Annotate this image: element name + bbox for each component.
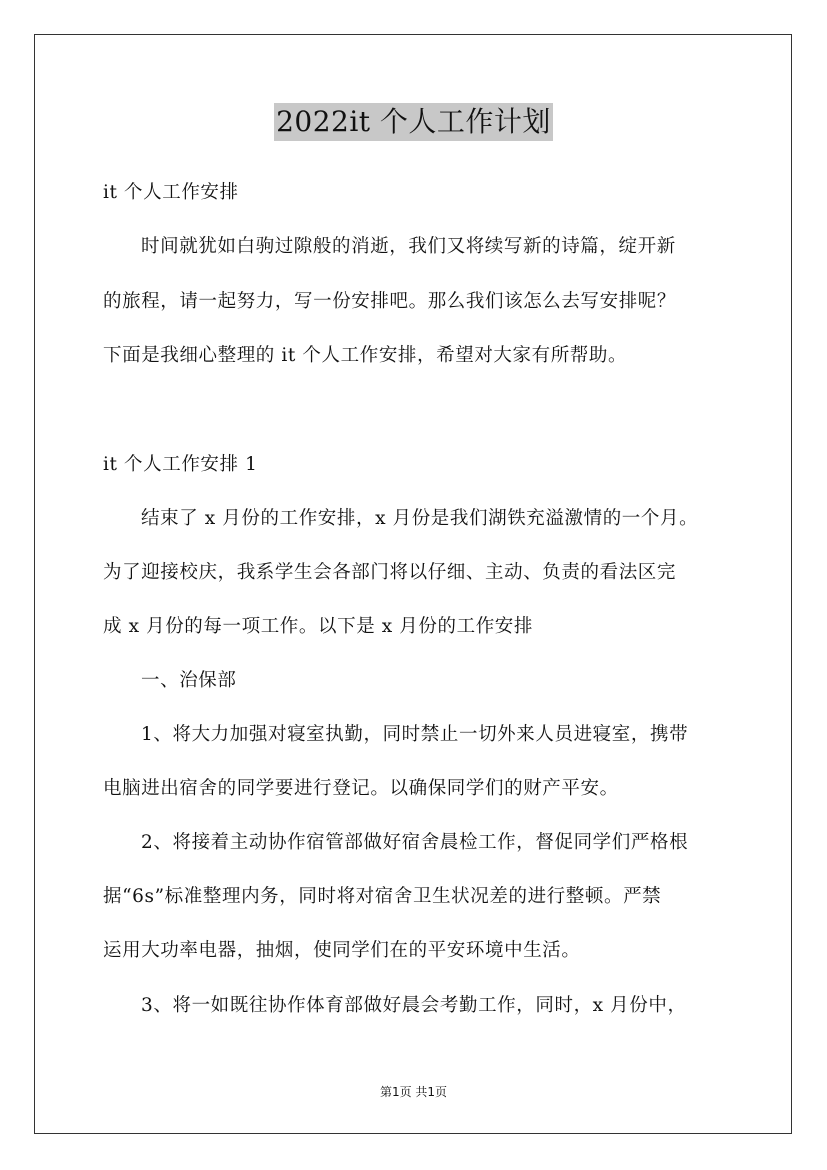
section-heading: it 个人工作安排	[103, 182, 239, 203]
page-footer: 第1页 共1页	[379, 1085, 448, 1099]
title-wrap	[0, 103, 827, 141]
paragraph-line: 下面是我细心整理的 it 个人工作安排，希望对大家有所帮助。	[103, 345, 628, 366]
paragraph-line: 3、将一如既往协作体育部做好晨会考勤工作，同时，x 月份中，	[141, 995, 687, 1016]
paragraph-line: 据“6s”标准整理内务，同时将对宿舍卫生状况差的进行整顿。严禁	[103, 886, 662, 907]
document-title: 2022it 个人工作计划	[274, 103, 553, 141]
paragraph-line: 2、将接着主动协作宿管部做好宿舍晨检工作，督促同学们严格根	[141, 832, 689, 853]
paragraph-line: 电脑进出宿舍的同学要进行登记。以确保同学们的财产平安。	[103, 778, 619, 799]
paragraph-line: 1、将大力加强对寝室执勤，同时禁止一切外来人员进寝室，携带	[141, 724, 689, 745]
paragraph-line: 结束了 x 月份的工作安排，x 月份是我们湖铁充溢激情的一个月。	[141, 508, 699, 529]
section-heading: it 个人工作安排 1	[103, 454, 258, 475]
paragraph-line: 的旅程，请一起努力，写一份安排吧。那么我们该怎么去写安排呢？	[103, 291, 677, 312]
paragraph-line: 为了迎接校庆，我系学生会各部门将以仔细、主动、负责的看法区完	[103, 562, 677, 583]
paragraph-line: 时间就犹如白驹过隙般的消逝，我们又将续写新的诗篇，绽开新	[141, 236, 676, 257]
paragraph-line: 运用大功率电器，抽烟，使同学们在的平安环境中生活。	[103, 940, 581, 961]
subsection-heading: 一、治保部	[141, 670, 237, 691]
paragraph-line: 成 x 月份的每一项工作。以下是 x 月份的工作安排	[103, 616, 533, 637]
